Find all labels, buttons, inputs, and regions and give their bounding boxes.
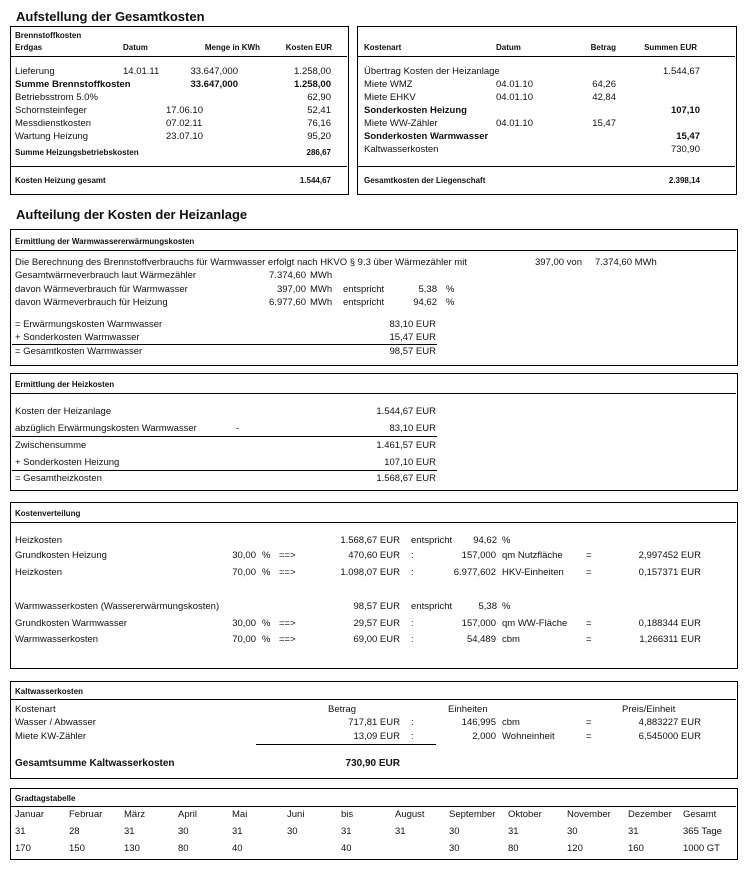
hot-water-heat-label: davon Wärmeverbrauch für Warmwasser <box>15 284 188 295</box>
hot-water-heating-cost-label: = Erwärmungskosten Warmwasser <box>15 319 163 330</box>
degree-days-cell: 170 <box>15 843 31 854</box>
cost-row-sum: 1.544,67 <box>663 66 700 77</box>
cost-row-label: Kaltwasserkosten <box>364 144 439 155</box>
subtotal-label: Zwischensumme <box>15 440 87 451</box>
subtotal-value: 1.461,57 EUR <box>376 440 436 451</box>
days-cell: 31 <box>395 826 406 837</box>
heating-operating-sum-label: Summe Heizungsbetriebskosten <box>15 148 139 157</box>
hot-water-heat-unit: MWh <box>310 284 333 295</box>
cost-row-amount: 64,26 <box>592 79 616 90</box>
col-einheiten: Einheiten <box>448 704 488 715</box>
row-label: Lieferung <box>15 66 55 77</box>
cost-row-label: Miete WMZ <box>364 79 413 90</box>
percent-sign: % <box>502 601 511 612</box>
divider <box>11 393 736 394</box>
row-cost: 62,90 <box>307 92 331 103</box>
cw-units: 146,995 <box>461 717 496 728</box>
cw-unit-name: cbm <box>502 717 520 728</box>
degree-days-cell: 130 <box>124 843 140 854</box>
dist-units: 6.977,602 <box>453 567 496 578</box>
divider <box>11 806 736 807</box>
arrow: ==> <box>279 634 296 645</box>
degree-days-cell: 30 <box>449 843 460 854</box>
cost-row-date: 04.01.10 <box>496 92 533 103</box>
row-label: Wartung Heizung <box>15 131 89 142</box>
divider <box>11 250 736 251</box>
degree-days-cell: 120 <box>567 843 583 854</box>
hot-water-header: Ermittlung der Warmwassererwärmungskosten <box>15 237 195 246</box>
month-header-cell: April <box>178 809 198 820</box>
deduction-value: 83,10 EUR <box>389 423 436 434</box>
hot-water-special-label: + Sonderkosten Warmwasser <box>15 332 140 343</box>
total-heat-unit: MWh <box>310 270 333 281</box>
row-date: 07.02.11 <box>166 118 203 129</box>
col-summen: Summen EUR <box>644 43 697 52</box>
colon: : <box>411 618 414 629</box>
col-kostenart: Kostenart <box>15 704 56 715</box>
sum-line <box>12 436 437 437</box>
heating-heat-label: davon Wärmeverbrauch für Heizung <box>15 297 168 308</box>
equivalent-text: entspricht <box>343 284 385 295</box>
cold-water-header: Kaltwasserkosten <box>15 687 84 696</box>
hot-water-intro: Die Berechnung des Brennstoffverbrauchs für Warmwasser erfolgt nach HKVO § 9.3 über Wärmezähler mit <box>15 257 467 268</box>
days-cell: 365 Tage <box>683 826 722 837</box>
hot-water-heating-cost-value: 83,10 EUR <box>389 319 436 330</box>
row-cost: 52,41 <box>307 105 331 116</box>
row-label: Summe Brennstoffkosten <box>15 79 131 90</box>
heating-plant-cost-label: Kosten der Heizanlage <box>15 406 112 417</box>
equals: = <box>586 550 592 561</box>
row-date: 23.07.10 <box>166 131 203 142</box>
cost-distribution-header: Kostenverteilung <box>15 509 81 518</box>
hot-water-total-value: 98,57 EUR <box>389 346 436 357</box>
row-cost: 76,16 <box>307 118 331 129</box>
arrow: ==> <box>279 550 296 561</box>
days-cell: 31 <box>341 826 352 837</box>
percent-sign: % <box>262 567 271 578</box>
total-heating-value: 1.568,67 EUR <box>376 473 436 484</box>
cost-row-date: 04.01.10 <box>496 79 533 90</box>
month-header-cell: Dezember <box>628 809 672 820</box>
total-heat-value: 7.374,60 <box>269 270 306 281</box>
degree-days-cell: 80 <box>508 843 519 854</box>
row-amount: 33.647,000 <box>190 66 238 77</box>
col-menge: Menge in KWh <box>204 43 260 52</box>
heating-special-label: + Sonderkosten Heizung <box>15 457 120 468</box>
cost-row-amount: 15,47 <box>592 118 616 129</box>
degree-days-cell: 1000 GT <box>683 843 720 854</box>
dist-label: Grundkosten Heizung <box>15 550 107 561</box>
cw-label: Miete KW-Zähler <box>15 731 87 742</box>
days-cell: 31 <box>508 826 519 837</box>
row-cost: 1.258,00 <box>294 79 331 90</box>
colon: : <box>411 731 414 742</box>
divider <box>11 522 736 523</box>
divider <box>358 56 735 57</box>
fuel-costs-header: Brennstoffkosten <box>15 31 82 40</box>
divider <box>11 699 736 700</box>
dist-units: 54,489 <box>466 634 496 645</box>
dist-percent: 70,00 <box>232 567 256 578</box>
hot-water-intro-value2: 7.374,60 MWh <box>595 257 657 268</box>
cost-row-label: Miete EHKV <box>364 92 416 103</box>
degree-days-cell: 40 <box>232 843 243 854</box>
days-cell: 31 <box>124 826 135 837</box>
row-cost: 95,20 <box>307 131 331 142</box>
cw-eur: 717,81 EUR <box>348 717 400 728</box>
cw-unit-name: Wohneinheit <box>502 731 555 742</box>
colon: : <box>411 550 414 561</box>
degree-days-cell: 150 <box>69 843 85 854</box>
month-header-cell: Oktober <box>508 809 542 820</box>
sum-line <box>12 470 437 471</box>
percent-sign: % <box>262 618 271 629</box>
total-heat-label: Gesamtwärmeverbrauch laut Wärmezähler <box>15 270 197 281</box>
percent-value: 5,38 <box>418 284 437 295</box>
col-kosten: Kosten EUR <box>285 43 332 52</box>
cold-water-total-value: 730,90 EUR <box>345 758 400 769</box>
equals: = <box>586 634 592 645</box>
dist-unit-name: cbm <box>502 634 520 645</box>
degree-days-cell: 40 <box>341 843 352 854</box>
colon: : <box>411 567 414 578</box>
hot-water-costs-label: Warmwasserkosten (Wassererwärmungskosten) <box>15 601 220 612</box>
hot-water-total-label: = Gesamtkosten Warmwasser <box>15 346 143 357</box>
page-title: Aufstellung der Gesamtkosten <box>16 9 205 24</box>
cost-row-label: Miete WW-Zähler <box>364 118 438 129</box>
cost-row-amount: 42,84 <box>592 92 616 103</box>
dist-percent: 70,00 <box>232 634 256 645</box>
cold-water-total-label: Gesamtsumme Kaltwasserkosten <box>15 758 175 769</box>
heating-operating-sum-value: 286,67 <box>306 148 331 157</box>
percent-value: 94,62 <box>473 535 497 546</box>
col-datum: Datum <box>496 43 521 52</box>
month-header-cell: August <box>395 809 425 820</box>
heating-plant-cost-value: 1.544,67 EUR <box>376 406 436 417</box>
row-label: Messdienstkosten <box>15 118 92 129</box>
arrow: ==> <box>279 567 296 578</box>
equivalent-text: entspricht <box>411 601 453 612</box>
days-cell: 31 <box>628 826 639 837</box>
row-cost: 1.258,00 <box>294 66 331 77</box>
days-cell: 31 <box>15 826 26 837</box>
days-cell: 30 <box>178 826 189 837</box>
dist-price: 0,157371 EUR <box>638 567 701 578</box>
divider <box>11 166 347 167</box>
minus-sign: - <box>236 423 240 434</box>
cw-units: 2,000 <box>472 731 496 742</box>
equals: = <box>586 567 592 578</box>
dist-label: Warmwasserkosten <box>15 634 99 645</box>
month-header-cell: September <box>449 809 496 820</box>
col-preis: Preis/Einheit <box>622 704 676 715</box>
dist-label: Heizkosten <box>15 567 62 578</box>
deduction-label: abzüglich Erwärmungskosten Warmwasser <box>15 423 197 434</box>
heating-costs-header: Ermittlung der Heizkosten <box>15 380 115 389</box>
col-betrag: Betrag <box>590 43 616 52</box>
dist-price: 2,997452 EUR <box>638 550 701 561</box>
equals: = <box>586 618 592 629</box>
equals: = <box>586 717 592 728</box>
month-header-cell: November <box>567 809 611 820</box>
days-cell: 28 <box>69 826 80 837</box>
sum-line <box>12 344 437 345</box>
dist-label: Grundkosten Warmwasser <box>15 618 128 629</box>
cost-row-date: 04.01.10 <box>496 118 533 129</box>
degree-days-cell: 80 <box>178 843 189 854</box>
heating-heat-unit: MWh <box>310 297 333 308</box>
percent-value: 5,38 <box>478 601 497 612</box>
property-total-label: Gesamtkosten der Liegenschaft <box>364 176 486 185</box>
row-amount: 33.647,000 <box>190 79 238 90</box>
percent-value: 94,62 <box>413 297 437 308</box>
dist-unit-name: qm Nutzfläche <box>502 550 563 561</box>
cw-price: 6,545000 EUR <box>638 731 701 742</box>
heating-special-value: 107,10 EUR <box>384 457 436 468</box>
divider <box>11 56 347 57</box>
col-erdgas: Erdgas <box>15 43 43 52</box>
dist-units: 157,000 <box>461 618 496 629</box>
degree-days-cell: 160 <box>628 843 644 854</box>
property-total-value: 2.398,14 <box>668 176 700 185</box>
equivalent-text: entspricht <box>343 297 385 308</box>
row-label: Schornsteinfeger <box>15 105 87 116</box>
dist-eur: 69,00 EUR <box>353 634 400 645</box>
row-date: 14.01.11 <box>123 66 160 77</box>
days-cell: 31 <box>232 826 243 837</box>
section-title: Aufteilung der Kosten der Heizanlage <box>16 207 248 222</box>
cost-row-sum: 15,47 <box>676 131 700 142</box>
degree-day-header: Gradtagstabelle <box>15 794 76 803</box>
dist-eur: 470,60 EUR <box>348 550 400 561</box>
month-header-cell: Januar <box>15 809 45 820</box>
dist-percent: 30,00 <box>232 550 256 561</box>
col-betrag: Betrag <box>328 704 356 715</box>
month-header-cell: Gesamt <box>683 809 717 820</box>
heating-total-label: Kosten Heizung gesamt <box>15 176 106 185</box>
heating-costs-label: Heizkosten <box>15 535 62 546</box>
equivalent-text: entspricht <box>411 535 453 546</box>
heating-costs-value: 1.568,67 EUR <box>340 535 400 546</box>
percent-sign: % <box>262 634 271 645</box>
month-header-cell: Mai <box>232 809 248 820</box>
month-header-cell: Februar <box>69 809 103 820</box>
sum-line <box>256 744 436 745</box>
cost-row-label: Übertrag Kosten der Heizanlage <box>364 66 500 77</box>
hot-water-heat-value: 397,00 <box>276 284 306 295</box>
cw-price: 4,883227 EUR <box>638 717 701 728</box>
dist-percent: 30,00 <box>232 618 256 629</box>
days-cell: 30 <box>567 826 578 837</box>
row-label: Betriebsstrom 5.0% <box>15 92 98 103</box>
percent-sign: % <box>502 535 511 546</box>
cost-row-label: Sonderkosten Warmwasser <box>364 131 489 142</box>
row-date: 17.06.10 <box>166 105 203 116</box>
hot-water-intro-value1: 397,00 von <box>534 257 582 268</box>
dist-unit-name: qm WW-Fläche <box>502 618 568 629</box>
percent-sign: % <box>262 550 271 561</box>
cost-row-sum: 730,90 <box>670 144 700 155</box>
heating-total-value: 1.544,67 <box>299 176 331 185</box>
dist-price: 1,266311 EUR <box>639 634 701 645</box>
col-datum: Datum <box>123 43 148 52</box>
dist-eur: 29,57 EUR <box>353 618 400 629</box>
dist-units: 157,000 <box>461 550 496 561</box>
divider <box>358 166 735 167</box>
heating-heat-value: 6.977,60 <box>269 297 306 308</box>
arrow: ==> <box>279 618 296 629</box>
hot-water-special-value: 15,47 EUR <box>389 332 436 343</box>
cw-label: Wasser / Abwasser <box>15 717 96 728</box>
percent-sign: % <box>446 297 455 308</box>
cw-eur: 13,09 EUR <box>353 731 400 742</box>
month-header-cell: bis <box>341 809 354 820</box>
cost-row-sum: 107,10 <box>670 105 700 116</box>
equals: = <box>586 731 592 742</box>
dist-price: 0,188344 EUR <box>638 618 701 629</box>
dist-unit-name: HKV-Einheiten <box>502 567 564 578</box>
percent-sign: % <box>446 284 455 295</box>
days-cell: 30 <box>287 826 298 837</box>
total-heating-label: = Gesamtheizkosten <box>15 473 102 484</box>
hot-water-costs-value: 98,57 EUR <box>353 601 400 612</box>
colon: : <box>411 717 414 728</box>
colon: : <box>411 634 414 645</box>
col-kostenart: Kostenart <box>364 43 402 52</box>
days-cell: 30 <box>449 826 460 837</box>
month-header-cell: März <box>124 809 146 820</box>
dist-eur: 1.098,07 EUR <box>340 567 400 578</box>
cost-row-label: Sonderkosten Heizung <box>364 105 467 116</box>
month-header-cell: Juni <box>287 809 305 820</box>
